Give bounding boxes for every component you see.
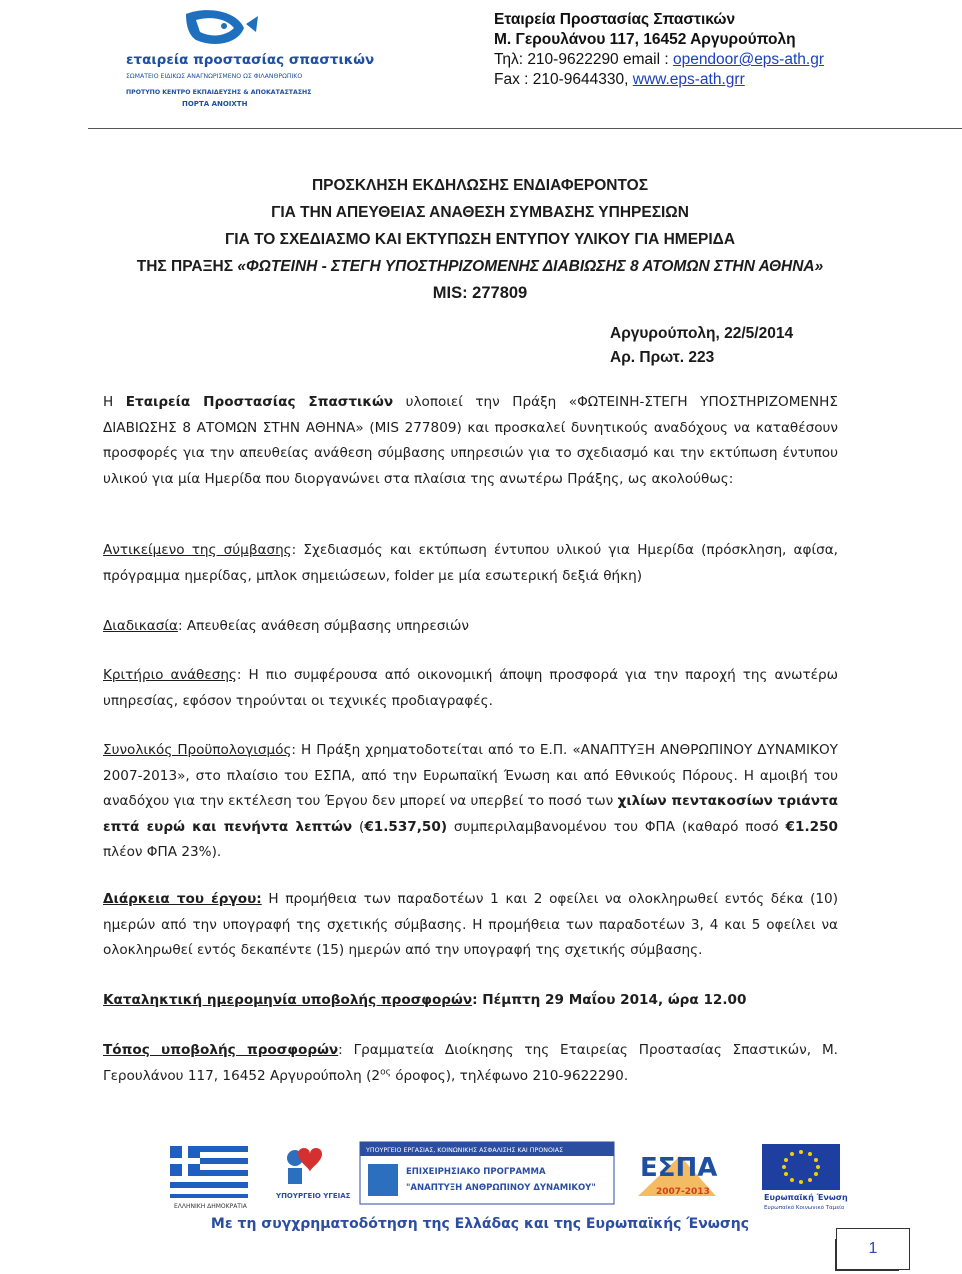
budget-text-4: πλέον ΦΠΑ 23%). xyxy=(103,844,222,861)
procedure-label: Διαδικασία xyxy=(103,618,178,634)
budget-label: Συνολικός Προϋπολογισμός xyxy=(103,742,292,758)
place-text-2: όροφος), τηλέφωνο 210-9622290. xyxy=(390,1067,629,1084)
ministry-health-icon xyxy=(287,1148,322,1184)
logo-sub1: ΣΩΜΑΤΕΙΟ ΕΙΔΙΚΩΣ ΑΝΑΓΝΩΡΙΣΜΕΝΟ ΩΣ ΦΙΛΑΝΘΡΩΠΙΚΟ xyxy=(126,73,303,80)
procedure-section xyxy=(103,614,838,640)
organization-logo xyxy=(126,6,375,110)
object-label: Αντικείμενο της σύμβασης xyxy=(103,542,292,558)
protocol-number: Αρ. Πρωτ. 223 xyxy=(610,349,715,366)
eu-flag-icon xyxy=(762,1144,840,1190)
fax-text: Fax : 210-9644330, xyxy=(494,71,633,88)
intro-text: υλοποιεί την Πράξη «ΦΩΤΕΙΝΗ-ΣΤΕΓΗ ΥΠΟΣΤΗΡΙΖΟΜΕΝΗΣ ΔΙΑΒΙΩΣΗΣ 8 ΑΤΟΜΩΝ ΣΤΗΝ ΑΘΗΝΑ» (MIS 277809) και προσκαλεί δυνητικούς αναδόχους να καταθέσουν προσφορές για την απευθείας ανάθεση σύμβασης υπηρεσιών για το σχεδιασμό και την εκτύπωση έντυπου υλικού για μία Ημερίδα που διοργανώνει στα πλαίσια της ανωτέρω Πράξης, ως ακολούθως: xyxy=(103,394,838,487)
criterion-section xyxy=(103,663,838,714)
greek-republic-label: ΕΛΛΗΝΙΚΗ ΔΗΜΟΚΡΑΤΙΑ xyxy=(174,1203,247,1210)
document-title xyxy=(60,172,900,307)
ministry-labour-label: ΥΠΟΥΡΓΕΙΟ ΕΡΓΑΣΙΑΣ, ΚΟΙΝΩΝΙΚΗΣ ΑΣΦΑΛΙΣΗΣ ΚΑΙ ΠΡΟΝΟΙΑΣ xyxy=(366,1147,564,1154)
duration-text: Η προμήθεια των παραδοτέων 1 και 2 οφείλει να ολοκληρωθεί εντός δέκα (10) ημερών από την υπογραφή της σχετικής σύμβασης. Η προμήθεια των παραδοτέων 3, 4 και 5 οφείλει να ολοκληρωθεί εντός δεκαπέντε (15) ημερών από την υπογραφή της σχετικής σύμβασης. xyxy=(103,891,839,959)
budget-text-3: συμπεριλαμβανομένου του ΦΠΑ (καθαρό ποσό xyxy=(447,818,786,835)
page-number: 1 xyxy=(836,1228,910,1270)
title-line-4-italic: «ΦΩΤΕΙΝΗ - ΣΤΕΓΗ ΥΠΟΣΤΗΡΙΖΟΜΕΝΗΣ ΔΙΑΒΙΩΣΗΣ 8 ΑΤΟΜΩΝ ΣΤΗΝ ΑΘΗΝΑ» xyxy=(237,258,824,275)
website-link[interactable]: www.eps-ath.grr xyxy=(632,71,745,88)
title-line-1: ΠΡΟΣΚΛΗΣΗ ΕΚΔΗΛΩΣΗΣ ΕΝΔΙΑΦΕΡΟΝΤΟΣ xyxy=(311,177,649,194)
intro-paragraph xyxy=(103,390,838,492)
cofunding-statement: Με τη συγχρηματοδότηση της Ελλάδας και της Ευρωπαϊκής Ένωσης xyxy=(210,1216,750,1232)
fish-logo-icon xyxy=(126,6,375,110)
phone-email-line xyxy=(494,50,824,70)
object-section xyxy=(103,538,838,589)
program-line-2: "ΑΝΑΠΤΥΞΗ ΑΝΘΡΩΠΙΝΟΥ ΔΥΝΑΜΙΚΟΥ" xyxy=(406,1183,596,1193)
mis-code: MIS: 277809 xyxy=(432,284,528,302)
logo-sub3: ΠΟΡΤΑ ΑΝΟΙΧΤΗ xyxy=(182,100,248,108)
contact-block xyxy=(494,10,824,90)
procedure-text: : Απευθείας ανάθεση σύμβασης υπηρεσιών xyxy=(177,618,469,634)
org-name: Εταιρεία Προστασίας Σπαστικών xyxy=(494,11,736,28)
title-line-4 xyxy=(60,253,900,280)
budget-amount-words: χιλίων πεντακοσίων τριάντα επτά ευρώ και πενήντα λεπτών xyxy=(103,793,838,835)
espa-label: ΕΣΠΑ xyxy=(640,1153,718,1183)
greek-flag-icon xyxy=(170,1146,248,1198)
place-label: Τόπος υποβολής προσφορών xyxy=(103,1042,339,1058)
duration-section xyxy=(103,887,838,964)
eu-label: Ευρωπαϊκή Ένωση xyxy=(764,1193,848,1202)
deadline-section xyxy=(103,988,838,1014)
fax-web-line xyxy=(494,70,824,90)
title-line-3: ΓΙΑ ΤΟ ΣΧΕΔΙΑΣΜΟ ΚΑΙ ΕΚΤΥΠΩΣΗ ΕΝΤΥΠΟΥ ΥΛΙΚΟΥ ΓΙΑ ΗΜΕΡΙΔΑ xyxy=(224,231,736,248)
logo-name: εταιρεία προστασίας σπαστικών xyxy=(126,52,375,68)
title-line-4-prefix: ΤΗΣ ΠΡΑΞΗΣ xyxy=(136,258,238,275)
budget-net-amount: €1.250 xyxy=(785,818,839,835)
espa-years: 2007-2013 xyxy=(656,1187,710,1197)
ministry-health-label: ΥΠΟΥΡΓΕΙΟ ΥΓΕΙΑΣ xyxy=(276,1192,351,1200)
funding-logos-strip xyxy=(160,1136,920,1212)
budget-text-1: : Η Πράξη χρηματοδοτείται από το Ε.Π. «ΑΝΑΠΤΥΞΗ ΑΝΘΡΩΠΙΝΟΥ ΔΥΝΑΜΙΚΟΥ 2007-2013», στο πλαίσιο του ΕΣΠΑ, από την Ευρωπαϊκή Ένωση και από Εθνικούς Πόρους. Η αμοιβή του αναδόχου για την εκτέλεση του Έργου δεν μπορεί να υπερβεί το ποσό των xyxy=(103,742,838,810)
document-date: Αργυρούπολη, 22/5/2014 xyxy=(610,325,794,342)
title-line-2: ΓΙΑ ΤΗΝ ΑΠΕΥΘΕΙΑΣ ΑΝΑΘΕΣΗ ΣΥΜΒΑΣΗΣ ΥΠΗΡΕΣΙΩΝ xyxy=(271,204,689,221)
budget-section xyxy=(103,738,838,866)
program-line-1: ΕΠΙΧΕΙΡΗΣΙΑΚΟ ΠΡΟΓΡΑΜΜΑ xyxy=(406,1167,546,1177)
deadline-text: : Πέμπτη 29 Μαΐου 2014, ώρα 12.00 xyxy=(472,992,747,1008)
deadline-label: Καταληκτική ημερομηνία υποβολής προσφορών xyxy=(103,992,473,1008)
intro-org: Εταιρεία Προστασίας Σπαστικών xyxy=(125,394,394,410)
criterion-text: : Η πιο συμφέρουσα από οικονομική άποψη προσφορά για την παροχή της ανωτέρω υπηρεσίας, εφόσον τηρούνται οι τεχνικές προδιαγραφές. xyxy=(103,667,839,709)
place-text-1: : Γραμματεία Διοίκησης της Εταιρείας Προστασίας Σπαστικών, Μ. Γερουλάνου 117, 16452 Αργυρούπολη (2 xyxy=(103,1042,838,1084)
object-text: : Σχεδιασμός και εκτύπωση έντυπου υλικού για Ημερίδα (πρόσκληση, αφίσα, πρόγραμμα ημερίδας, μπλοκ σημειώσεων, folder με μία εσωτερική δεξιά θήκη) xyxy=(103,542,838,584)
budget-amount: €1.537,50) xyxy=(364,818,448,835)
org-address: Μ. Γερουλάνου 117, 16452 Αργυρούπολη xyxy=(494,31,796,48)
email-link[interactable]: opendoor@eps-ath.gr xyxy=(672,51,824,68)
place-section xyxy=(103,1038,838,1089)
eu-sub-label: Ευρωπαϊκό Κοινωνικό Ταμείο xyxy=(764,1205,845,1211)
program-icon xyxy=(368,1164,398,1196)
intro-start: Η xyxy=(103,394,126,410)
funding-logos xyxy=(160,1136,920,1212)
logo-sub2: ΠΡΟΤΥΠΟ ΚΕΝΤΡΟ ΕΚΠΑΙΔΕΥΣΗΣ & ΑΠΟΚΑΤΑΣΤΑΣΗΣ xyxy=(126,89,312,96)
budget-text-2: ( xyxy=(352,818,365,835)
phone-text: Τηλ: 210-9622290 email : xyxy=(494,51,673,68)
criterion-label: Κριτήριο ανάθεσης xyxy=(103,667,237,683)
duration-label: Διάρκεια του έργου: xyxy=(103,891,262,907)
date-protocol-block xyxy=(610,322,793,370)
header-divider xyxy=(88,128,962,129)
place-sup: ος xyxy=(380,1067,391,1078)
